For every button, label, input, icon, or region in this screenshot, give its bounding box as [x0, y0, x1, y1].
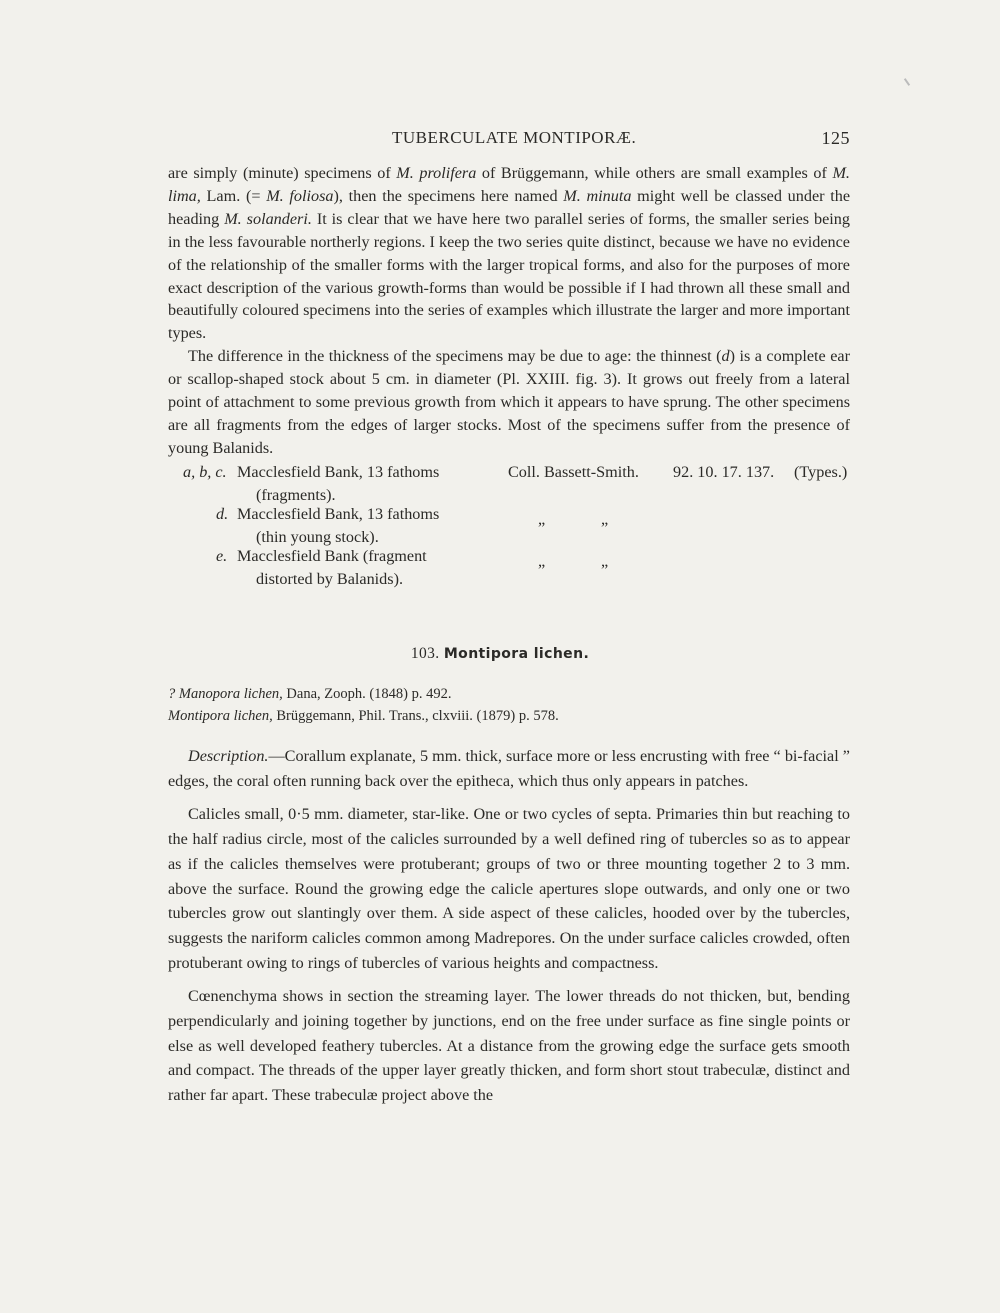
specimen-note: (Types.)	[794, 463, 848, 481]
running-header	[168, 128, 850, 152]
paper-speck	[904, 78, 910, 86]
paragraph	[168, 345, 850, 460]
species-heading	[0, 645, 1000, 663]
specimen-locality: Macclesfield Bank, 13 fathoms	[237, 505, 440, 523]
synonym-entry	[168, 706, 559, 726]
paragraph: Cœnenchyma shows in section the streaming layer. The lower threads do not thicken, but, bending perpendicularly and joining together by junctions, end on the free under surface as fine single points or else as well developed feathery tubercles. At a distance from the growing edge the surface gets smooth and compact. The threads of the upper layer greatly thicken, and form short stout trabeculæ, distinct and rather far apart. These trabeculæ project above the	[168, 987, 850, 1105]
species-number: 103.	[410, 645, 440, 662]
running-title: TUBERCULATE MONTIPORÆ.	[392, 128, 637, 147]
text-run: It is clear that we have here two parallel series of forms, the smaller series being in the less favourable northerly regions. I keep the two series quite distinct, because we have no evidence of the relationship of the smaller forms with the larger tropical forms, and also for the purposes of more exact description of the various growth-forms than would be possible if I had thrown all these small and beautifully coloured specimens into the series of examples which illustrate the larger and more important types.	[168, 209, 850, 343]
specimen-locality-cont: distorted by Balanids).	[256, 570, 404, 588]
species-name: M. minuta	[563, 186, 632, 205]
paragraph	[168, 162, 850, 345]
species-name: M. prolifera	[396, 164, 477, 182]
specimen-locality: Macclesfield Bank (fragment	[237, 547, 427, 565]
species-name: M. lima,	[168, 164, 850, 205]
synonym-name: Manopora lichen,	[178, 686, 283, 702]
ditto-mark: „	[601, 510, 609, 528]
query-mark: ?	[168, 686, 179, 702]
synonym-reference: Brüggemann, Phil. Trans., clxviii. (1879) p. 578.	[272, 708, 559, 724]
text-run: of Brüggemann, while others are small examples of	[476, 164, 833, 182]
ditto-mark: „	[538, 510, 546, 528]
specimen-letters: d.	[216, 505, 229, 523]
specimen-letters: e.	[216, 547, 228, 565]
text-run: —Corallum explanate, 5 mm. thick, surface more or less encrusting with free “ bi-facial ” edges, the coral often running back over the epitheca, which thus only appears in patches.	[168, 747, 850, 790]
text-run: Lam. (=	[200, 186, 267, 205]
page-number: 125	[821, 128, 850, 148]
species-heading-name: Montipora lichen.	[443, 646, 590, 662]
specimen-locality: Macclesfield Bank, 13 fathoms	[237, 463, 440, 481]
description-label: Description.	[188, 747, 269, 765]
text-run: might well be classed under the heading	[168, 186, 851, 228]
species-name: M. solanderi.	[224, 209, 312, 228]
ditto-mark: „	[538, 552, 546, 570]
paragraph	[168, 744, 850, 793]
specimen-locality-cont: (thin young stock).	[256, 528, 379, 546]
specimen-letters: a, b, c.	[183, 463, 227, 481]
ditto-mark: „	[601, 552, 609, 570]
specimen-register: 92. 10. 17. 137.	[673, 463, 775, 481]
paragraph: Calicles small, 0·5 mm. diameter, star-like. One or two cycles of septa. Primaries thin but reaching to the half radius circle, most of the calicles surrounded by a well defined ring of tubercles so as to appear as if the calicles themselves were protuberant; groups of two or three mounting together 2 to 3 mm. above the surface. Round the growing edge the calicle apertures slope outwards, and only one or two tubercles grow out slantingly over them. A side aspect of these calicles, hooded over by the tubercles, suggests the nariform calicles common among Madrepores. On the under surface calicles crowded, often protuberant owing to rings of tubercles of various heights and compactness.	[168, 805, 850, 972]
synonym-name: Montipora lichen,	[168, 708, 273, 724]
synonym-reference: Dana, Zooph. (1848) p. 492.	[282, 686, 452, 702]
synonym-entry	[168, 684, 452, 704]
description-section	[168, 744, 850, 1117]
text-run: ) is a complete ear or scallop-shaped stock about 5 cm. in diameter (Pl. XXIII. fig. 3). It grows out freely from a lateral point of attachment to some previous growth from which it appears to have sprung. The other specimens are all fragments from the edges of larger stocks. Most of the specimens suffer from the presence of young Balanids.	[168, 347, 850, 457]
specimen-letter: d	[721, 347, 730, 366]
species-name: M. foliosa	[266, 186, 334, 205]
text-run: ), then the specimens here named	[333, 186, 564, 205]
text-run: The difference in the thickness of the specimens may be due to age: the thinnest (	[188, 347, 722, 366]
body-text-top	[168, 162, 850, 460]
specimen-collector: Coll. Bassett-Smith.	[508, 463, 639, 481]
specimen-locality-cont: (fragments).	[256, 486, 336, 504]
text-run: are simply (minute) specimens of	[168, 164, 397, 182]
